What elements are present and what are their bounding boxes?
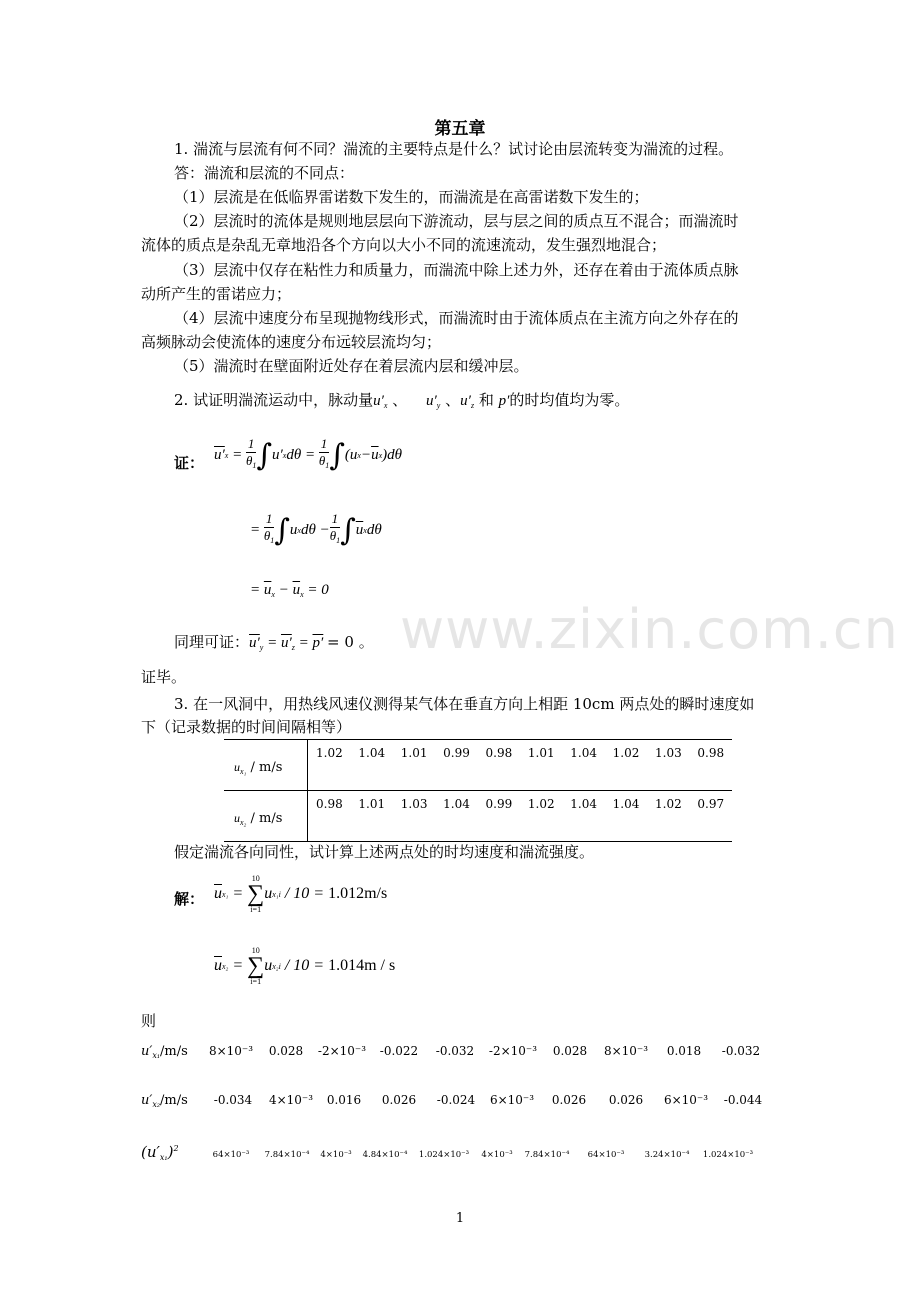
cell-u2-1: 0.98 [308, 791, 351, 842]
proof-equation-2: = $\frac{1}{\theta_1}$ ∫ u x dθ − $\frac{1}{\theta_1}$ ∫ u x dθ [250, 511, 382, 548]
similar-proof: 同理可证：$u'_y = u'_z = p' = 0$ 。 [174, 633, 374, 652]
fluct1-3: -2×10⁻³ [317, 1044, 367, 1058]
velocity-table [224, 739, 732, 842]
q2-sep-3: 和 [478, 391, 494, 409]
result-1: 1.012m/s [328, 885, 388, 902]
cell-u1-4: 0.99 [435, 740, 477, 791]
uz-prime-symbol: $u'_z$ [460, 393, 475, 410]
q1-item-2b: 流体的质点是杂乱无章地沿各个方向以大小不同的流速流动，发生强烈地混合； [141, 236, 667, 254]
sq-3: 4×10⁻³ [320, 1150, 352, 1160]
sq-4: 4.84×10⁻⁴ [362, 1150, 408, 1160]
fluct1-10: -0.032 [721, 1044, 761, 1058]
proof-label: 证： [174, 454, 205, 472]
q1-item-4a: （4）层流中速度分布呈现抛物线形式，而湍流时由于流体质点在主流方向之外存在的 [174, 309, 739, 327]
chapter-title: 第五章 [434, 119, 486, 139]
cell-u1-9: 1.03 [647, 740, 689, 791]
fluct1-2: 0.028 [268, 1044, 304, 1058]
cell-u1-8: 1.02 [605, 740, 647, 791]
watermark: www.zixin.com.cn [400, 598, 899, 661]
cell-u2-5: 0.99 [478, 791, 520, 842]
mean-velocity-1: u x₁ = 10 ∑ i=1 u x₁i / 10 = 1.012m/s [214, 874, 388, 914]
q2-question [174, 388, 629, 418]
table-row-u1 [224, 740, 732, 791]
fluct1-5: -0.032 [435, 1044, 475, 1058]
fluct-label-1: $u'_{x_1}/m/s$ [141, 1044, 188, 1060]
fluct-row-1 [141, 1044, 791, 1060]
fluct2-1: -0.034 [213, 1093, 253, 1107]
proof-equation-1: u′ x = $\frac{1}{\theta_1}$ ∫ u′ x dθ = $\frac{1}{\theta_1}$ ∫ (u x − u x )dθ [214, 436, 402, 473]
sq-5: 1.024×10⁻³ [418, 1150, 470, 1160]
fluct2-10: -0.044 [723, 1093, 763, 1107]
sq-6: 4×10⁻³ [481, 1150, 513, 1160]
page-number: 1 [455, 1211, 465, 1226]
row-label-u2: $u_{x_2} / m/s$ [224, 791, 308, 842]
fluct2-3: 0.016 [326, 1093, 362, 1107]
fluct2-6: 6×10⁻³ [489, 1093, 535, 1107]
q1-item-2a: （2）层流时的流体是规则地层层向下游流动，层与层之间的质点互不混合；而湍流时 [174, 212, 739, 230]
q2-sep-2: 、 [445, 391, 461, 409]
solve-label: 解： [174, 890, 205, 908]
cell-u2-8: 1.04 [605, 791, 647, 842]
fluct2-4: 0.026 [381, 1093, 417, 1107]
q1-item-4b: 高频脉动会使流体的速度分布远较层流均匀； [141, 333, 442, 351]
fluct1-8: 8×10⁻³ [603, 1044, 649, 1058]
q1-item-3a: （3）层流中仅存在粘性力和质量力，而湍流中除上述力外，还存在着由于流体质点脉 [174, 261, 739, 279]
then-label: 则 [141, 1012, 157, 1030]
q2-question-pre: 2. 试证明湍流运动中，脉动量 [174, 391, 374, 409]
fluct-row-3 [141, 1143, 791, 1162]
q2-sep-1: 、 [392, 391, 408, 409]
similar-proof-pre: 同理可证： [174, 633, 250, 651]
cell-u1-5: 0.98 [478, 740, 520, 791]
fluct1-9: 0.018 [666, 1044, 702, 1058]
cell-u2-3: 1.03 [393, 791, 435, 842]
q3-question-a: 3. 在一风洞中，用热线风速仪测得某气体在垂直方向上相距 10cm 两点处的瞬时速度如 [174, 695, 755, 713]
q1-item-5: （5）湍流时在壁面附近处存在着层流内层和缓冲层。 [174, 357, 529, 375]
cell-u2-2: 1.01 [351, 791, 393, 842]
proof-equation-3: = $u_x - u_x = 0$ [250, 582, 329, 599]
cell-u1-2: 1.04 [351, 740, 393, 791]
fluct2-7: 0.026 [551, 1093, 587, 1107]
fluct-label-3: $(u'_{x_1})^2$ [141, 1143, 179, 1162]
result-2: 1.014m / s [328, 957, 396, 974]
uy-prime-symbol: $u'_y$ [426, 393, 441, 410]
sq-8: 64×10⁻³ [587, 1150, 625, 1160]
cell-u2-10: 0.97 [690, 791, 732, 842]
sq-1: 64×10⁻³ [212, 1150, 250, 1160]
sq-2: 7.84×10⁻⁴ [264, 1150, 310, 1160]
row-label-u1: $u_{x_1} / m/s$ [224, 740, 308, 791]
q3-question-b: 下（记录数据的时间间隔相等） [141, 718, 352, 736]
similar-proof-post: = 0 。 [327, 633, 374, 651]
cell-u2-7: 1.04 [562, 791, 604, 842]
q1-question: 1. 湍流与层流有何不同？湍流的主要特点是什么？试讨论由层流转变为湍流的过程。 [174, 140, 734, 158]
fluct1-6: -2×10⁻³ [488, 1044, 538, 1058]
cell-u2-4: 1.04 [435, 791, 477, 842]
cell-u1-1: 1.02 [308, 740, 351, 791]
cell-u1-7: 1.04 [562, 740, 604, 791]
q1-answer-head: 答：湍流和层流的不同点： [174, 164, 355, 182]
fluct-label-2: $u'_{x_2}/m/s$ [141, 1093, 188, 1109]
fluct2-9: 6×10⁻³ [663, 1093, 709, 1107]
p-prime-symbol: p′ [498, 393, 510, 409]
fluct1-1: 8×10⁻³ [208, 1044, 254, 1058]
fluct2-2: 4×10⁻³ [268, 1093, 314, 1107]
table-row-u2 [224, 791, 732, 842]
sq-9: 3.24×10⁻⁴ [644, 1150, 690, 1160]
q2-question-post: 的时均值均为零。 [509, 391, 630, 409]
cell-u2-9: 1.02 [647, 791, 689, 842]
sq-10: 1.024×10⁻³ [702, 1150, 754, 1160]
fluct2-8: 0.026 [608, 1093, 644, 1107]
cell-u1-10: 0.98 [690, 740, 732, 791]
q3-assumption: 假定湍流各向同性，试计算上述两点处的时均速度和湍流强度。 [174, 843, 595, 861]
cell-u1-3: 1.01 [393, 740, 435, 791]
q1-item-1: （1）层流是在低临界雷诺数下发生的，而湍流是在高雷诺数下发生的； [174, 188, 649, 206]
ux-prime-symbol: $u'_x$ [373, 393, 388, 410]
q1-item-3b: 动所产生的雷诺应力； [141, 285, 292, 303]
qed: 证毕。 [141, 668, 187, 686]
fluct1-4: -0.022 [379, 1044, 419, 1058]
cell-u2-6: 1.02 [520, 791, 562, 842]
sq-7: 7.84×10⁻⁴ [524, 1150, 570, 1160]
cell-u1-6: 1.01 [520, 740, 562, 791]
mean-velocity-2: u x₂ = 10 ∑ i=1 u x₂i / 10 = 1.014m / s [214, 946, 396, 986]
fluct1-7: 0.028 [552, 1044, 588, 1058]
fluct2-5: -0.024 [436, 1093, 476, 1107]
fluct-row-2 [141, 1093, 791, 1109]
